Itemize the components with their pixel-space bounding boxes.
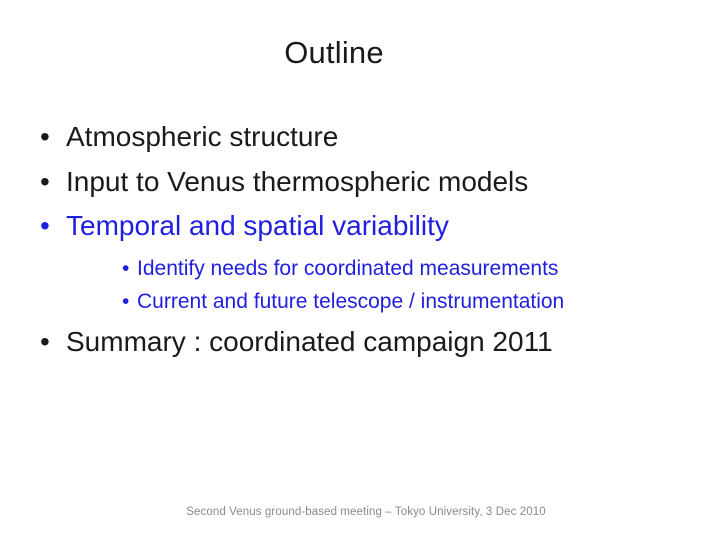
bullet-item (40, 325, 553, 359)
bullet-icon: • (40, 166, 50, 197)
bullet-text: Current and future telescope / instrumentation (137, 290, 565, 313)
bullet-icon: • (122, 257, 130, 280)
bullet-icon: • (122, 290, 130, 313)
bullet-text: Input to Venus thermospheric models (66, 166, 529, 197)
bullet-text: Atmospheric structure (66, 121, 339, 152)
bullet-item (40, 165, 528, 199)
bullet-text: Temporal and spatial variability (66, 210, 449, 241)
bullet-text: Identify needs for coordinated measurements (137, 257, 559, 280)
bullet-text: Summary : coordinated campaign 2011 (66, 326, 553, 357)
bullet-item (40, 120, 338, 154)
bullet-icon: • (40, 210, 50, 241)
sub-bullet-item (122, 256, 558, 281)
slide-title: Outline (284, 35, 384, 70)
slide-footer-caption: Second Venus ground-based meeting – Tokyo University, 3 Dec 2010 (186, 506, 546, 518)
bullet-icon: • (40, 121, 50, 152)
bullet-item (40, 209, 449, 243)
sub-bullet-item (122, 289, 564, 314)
bullet-icon: • (40, 326, 50, 357)
